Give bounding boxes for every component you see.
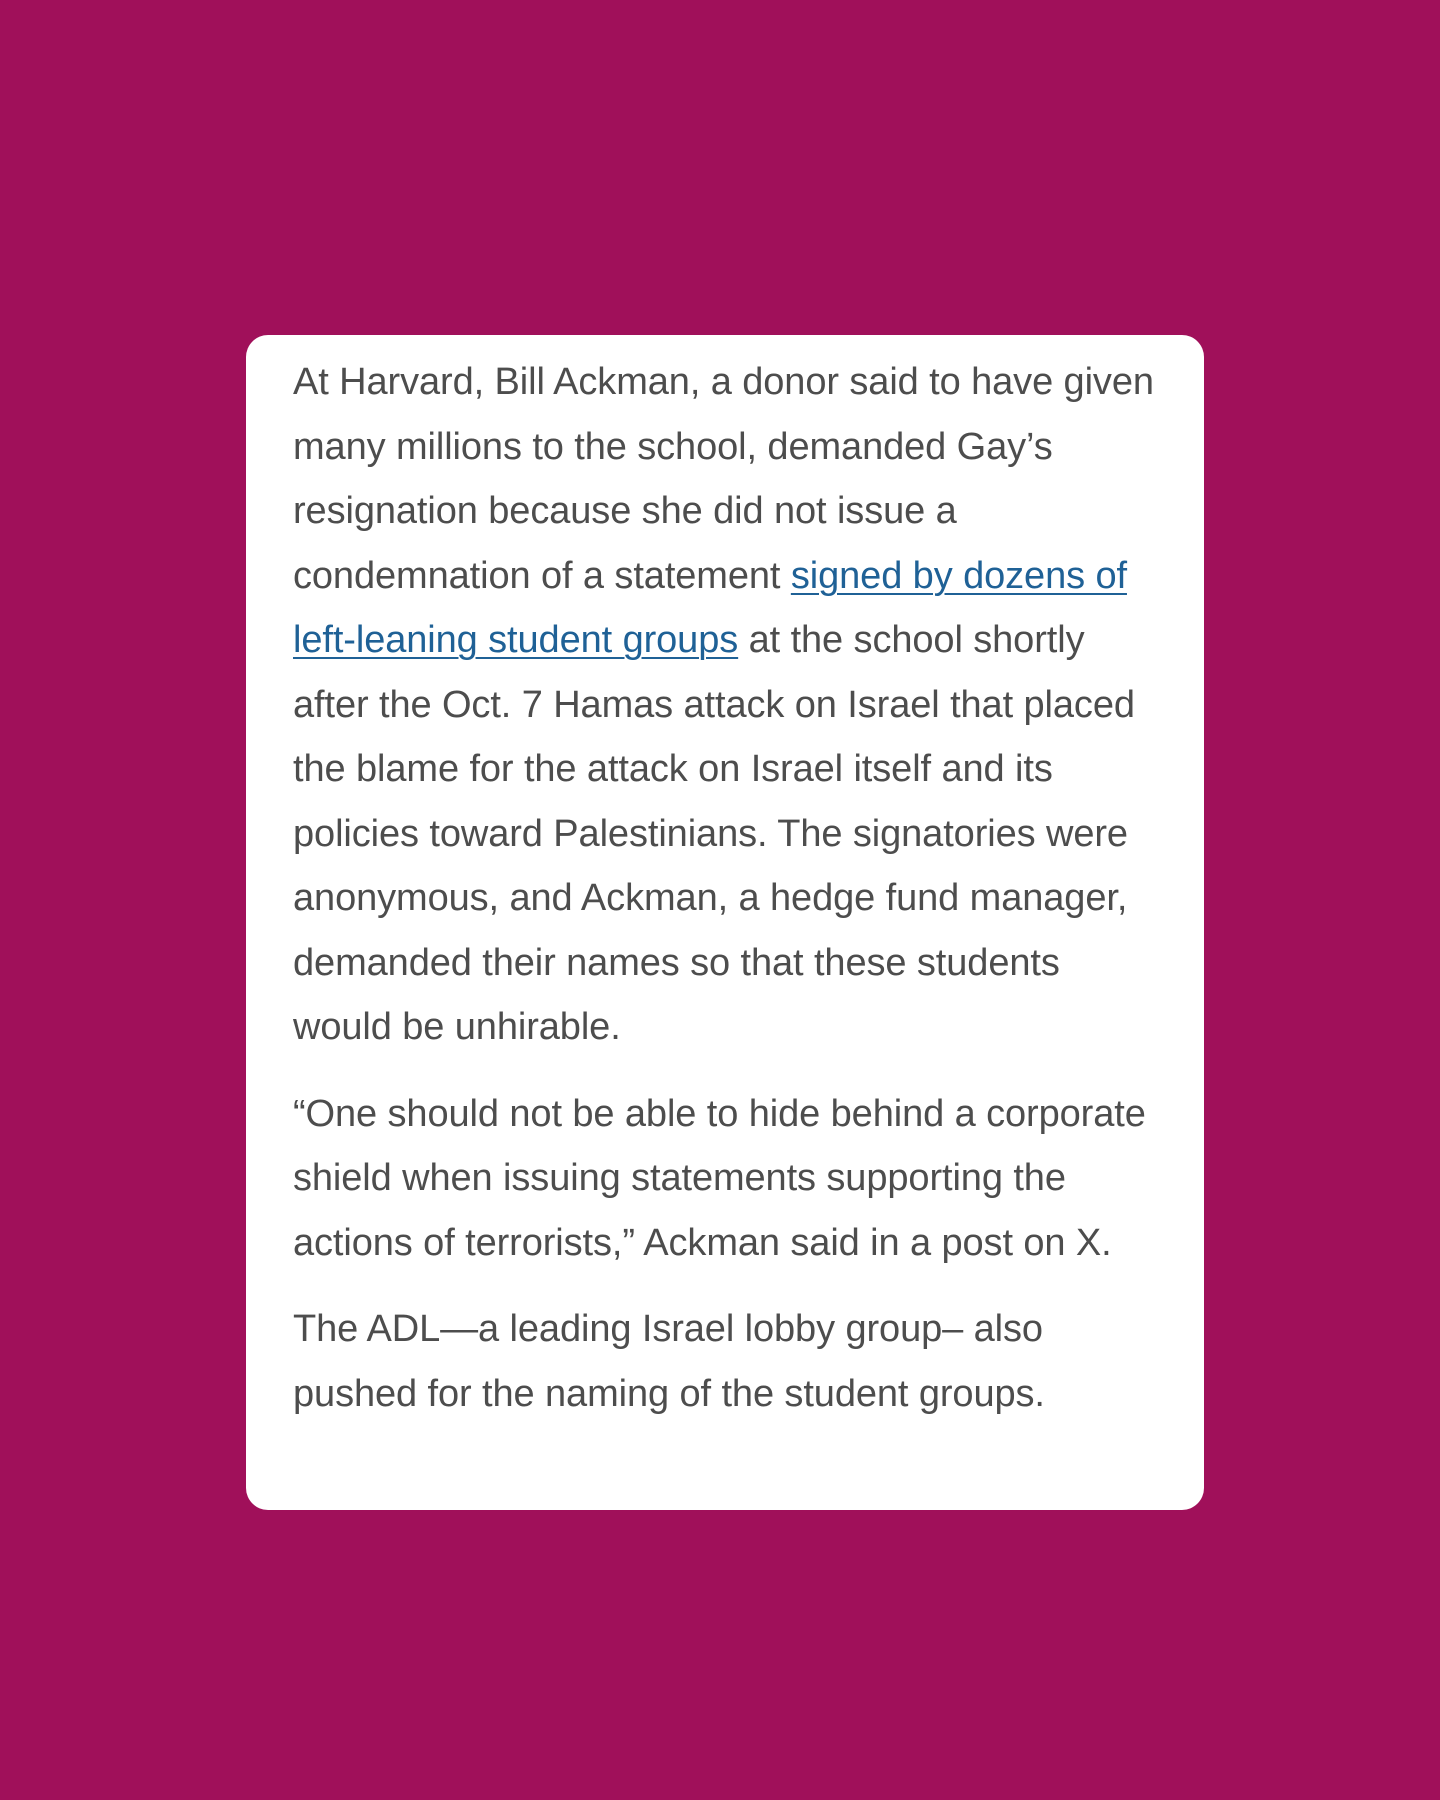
paragraph-1-text-before-link: At Harvard, Bill Ackman, a donor said to have given many millions to the school, demanded Gay’s resignation because she did not issue a condemnation of a statement: [293, 361, 1154, 597]
student-groups-statement-link[interactable]: signed by dozens of left-leaning student groups: [293, 554, 1127, 661]
paragraph-1-text-after-link: at the school shortly after the Oct. 7 Hamas attack on Israel that placed the blame for the attack on Israel itself and its policies toward Palestinians. The signatories were anonymous, and Ackman, a hedge fund manager, demanded their names so that these students would be unhirable.: [293, 619, 1135, 1048]
article-paragraph-1: [293, 350, 1164, 1060]
article-paragraph-2: “One should not be able to hide behind a corporate shield when issuing statements supporting the actions of terrorists,” Ackman said in a post on X.: [293, 1092, 1146, 1264]
article-paragraph-3: The ADL—a leading Israel lobby group– also pushed for the naming of the student groups.: [293, 1308, 1045, 1415]
article-excerpt-card: [246, 335, 1204, 1510]
